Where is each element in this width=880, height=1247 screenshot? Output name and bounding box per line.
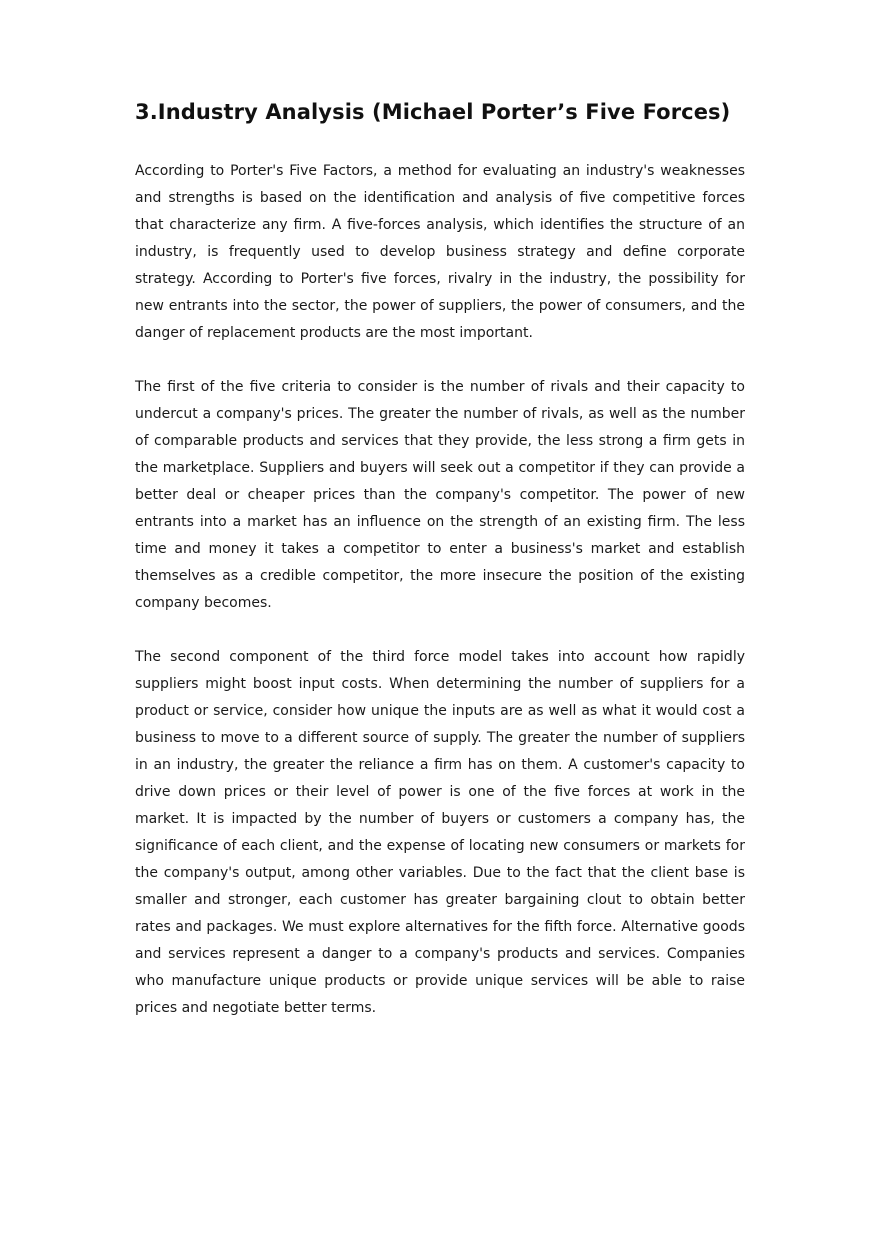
section-heading: 3.Industry Analysis (Michael Porter’s Five Forces) (135, 100, 731, 124)
paragraph-five-forces-intro: According to Porter's Five Factors, a method for evaluating an industry's weaknesses and strengths is based on the identification and analysis of five competitive forces that characterize any firm. A five-forces analysis, which identifies the structure of an industry, is frequently used to develop business strategy and define corporate strategy. According to Porter's five forces, rivalry in the industry, the possibility for new entrants into the sector, the power of suppliers, the power of consumers, and the danger of replacement products are the most important. (135, 163, 745, 341)
paragraph-rivals-and-entrants: The first of the five criteria to consider is the number of rivals and their capacity to undercut a company's prices. The greater the number of rivals, as well as the number of comparable products and services that they provide, the less strong a firm gets in the marketplace. Suppliers and buyers will seek out a competitor if they can provide a better deal or cheaper prices than the company's competitor. The power of new entrants into a market has an influence on the strength of an existing firm. The less time and money it takes a competitor to enter a business's market and establish themselves as a credible competitor, the more insecure the position of the existing company becomes. (135, 379, 745, 611)
document-body (135, 96, 745, 1022)
paragraph-suppliers-buyers-substitutes: The second component of the third force model takes into account how rapidly suppliers might boost input costs. When determining the number of suppliers for a product or service, consider how unique the inputs are as well as what it would cost a business to move to a different source of supply. The greater the number of suppliers in an industry, the greater the reliance a firm has on them. A customer's capacity to drive down prices or their level of power is one of the five forces at work in the market. It is impacted by the number of buyers or customers a company has, the significance of each client, and the expense of locating new consumers or markets for the company's output, among other variables. Due to the fact that the client base is smaller and stronger, each customer has greater bargaining clout to obtain better rates and packages. We must explore alternatives for the fifth force. Alternative goods and services represent a danger to a company's products and services. Companies who manufacture unique products or provide unique services will be able to raise prices and negotiate better terms. (135, 649, 745, 1016)
